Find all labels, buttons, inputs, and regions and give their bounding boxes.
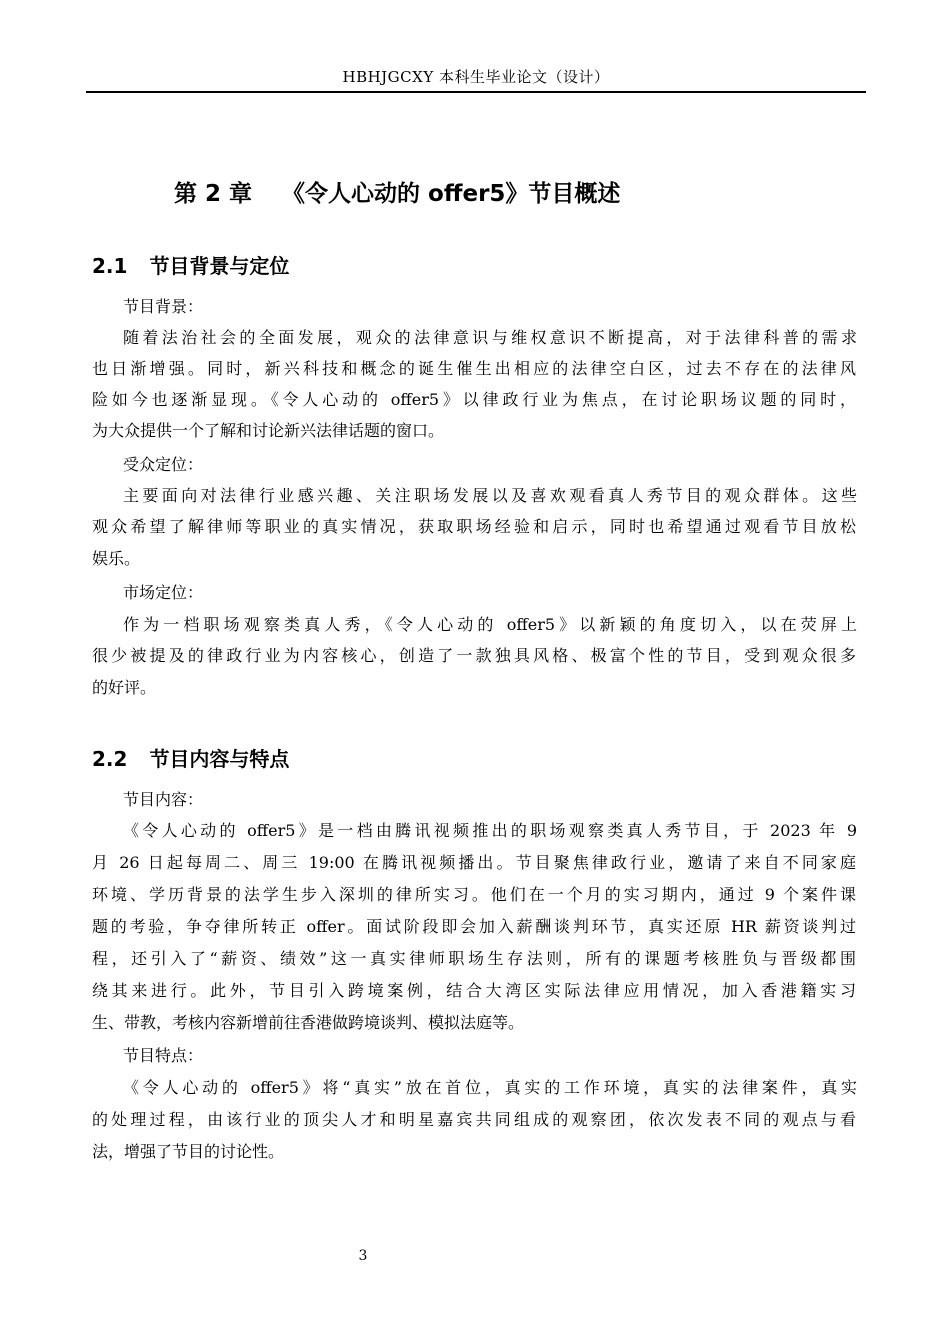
section-number: 2.1 xyxy=(92,254,128,278)
paragraph-line: 也日渐增强。同时，新兴科技和概念的诞生催生出相应的法律空白区，过去不存在的法律风 xyxy=(92,359,856,378)
paragraph-line: 险如今也逐渐显现。《令人心动的 offer5》以律政行业为焦点，在讨论职场议题的同时， xyxy=(92,390,856,409)
subheading-features: 节目特点： xyxy=(123,1046,204,1065)
paragraph-line: 生、带教，考核内容新增前往香港做跨境谈判、模拟法庭等。 xyxy=(92,1013,525,1032)
paragraph-line: 随着法治社会的全面发展，观众的法律意识与维权意识不断提高，对于法律科普的需求 xyxy=(123,328,857,347)
paragraph-line: 法，增强了节目的讨论性。 xyxy=(92,1142,285,1161)
page-number: 3 xyxy=(358,1248,368,1264)
chapter-name: 《令人心动的 offer5》节目概述 xyxy=(282,181,621,207)
section-title: 节目内容与特点 xyxy=(149,747,290,771)
paragraph-line: 观众希望了解律师等职业的真实情况，获取职场经验和启示，同时也希望通过观看节目放松 xyxy=(92,517,856,536)
chapter-title xyxy=(174,176,620,212)
paragraph-line: 题的考验，争夺律所转正 offer。面试阶段即会加入薪酬谈判环节，真实还原 HR 薪资谈判过 xyxy=(92,917,856,936)
paragraph-line: 《令人心动的 offer5》将“真实”放在首位，真实的工作环境，真实的法律案件，真实 xyxy=(123,1078,857,1097)
paragraph-line: 程，还引入了“薪资、绩效”这一真实律师职场生存法则，所有的课题考核胜负与晋级都围 xyxy=(92,949,856,968)
paragraph-line: 《令人心动的 offer5》是一档由腾讯视频推出的职场观察类真人秀节目，于 2023 年 9 xyxy=(123,821,857,840)
section-title: 节目背景与定位 xyxy=(149,254,290,278)
paragraph-line: 的好评。 xyxy=(92,678,157,697)
subheading-market: 市场定位： xyxy=(123,583,204,602)
section-heading-2-2 xyxy=(92,744,289,774)
subheading-audience: 受众定位： xyxy=(123,455,204,474)
paragraph-line: 作为一档职场观察类真人秀，《令人心动的 offer5》以新颖的角度切入，以在荧屏上 xyxy=(123,615,857,634)
subheading-content: 节目内容： xyxy=(123,790,204,809)
paragraph-line: 主要面向对法律行业感兴趣、关注职场发展以及喜欢观看真人秀节目的观众群体。这些 xyxy=(123,486,857,505)
paragraph-line: 绕其来进行。此外，节目引入跨境案例，结合大湾区实际法律应用情况，加入香港籍实习 xyxy=(92,981,856,1000)
paragraph-line: 娱乐。 xyxy=(92,549,141,568)
running-header: HBHJGCXY 本科生毕业论文（设计） xyxy=(342,68,610,86)
chapter-number: 第 2 章 xyxy=(174,181,253,207)
paragraph-line: 为大众提供一个了解和讨论新兴法律话题的窗口。 xyxy=(92,421,445,440)
subheading-background: 节目背景： xyxy=(123,297,204,316)
section-heading-2-1 xyxy=(92,251,289,281)
section-number: 2.2 xyxy=(92,747,128,771)
paragraph-line: 环境、学历背景的法学生步入深圳的律所实习。他们在一个月的实习期内，通过 9 个案件课 xyxy=(92,885,856,904)
paragraph-line: 很少被提及的律政行业为内容核心，创造了一款独具风格、极富个性的节目，受到观众很多 xyxy=(92,646,856,665)
paragraph-line: 月 26 日起每周二、周三 19:00 在腾讯视频播出。节目聚焦律政行业，邀请了来自不同家庭 xyxy=(92,853,856,872)
header-rule xyxy=(86,91,866,93)
paragraph-line: 的处理过程，由该行业的顶尖人才和明星嘉宾共同组成的观察团，依次发表不同的观点与看 xyxy=(92,1110,856,1129)
